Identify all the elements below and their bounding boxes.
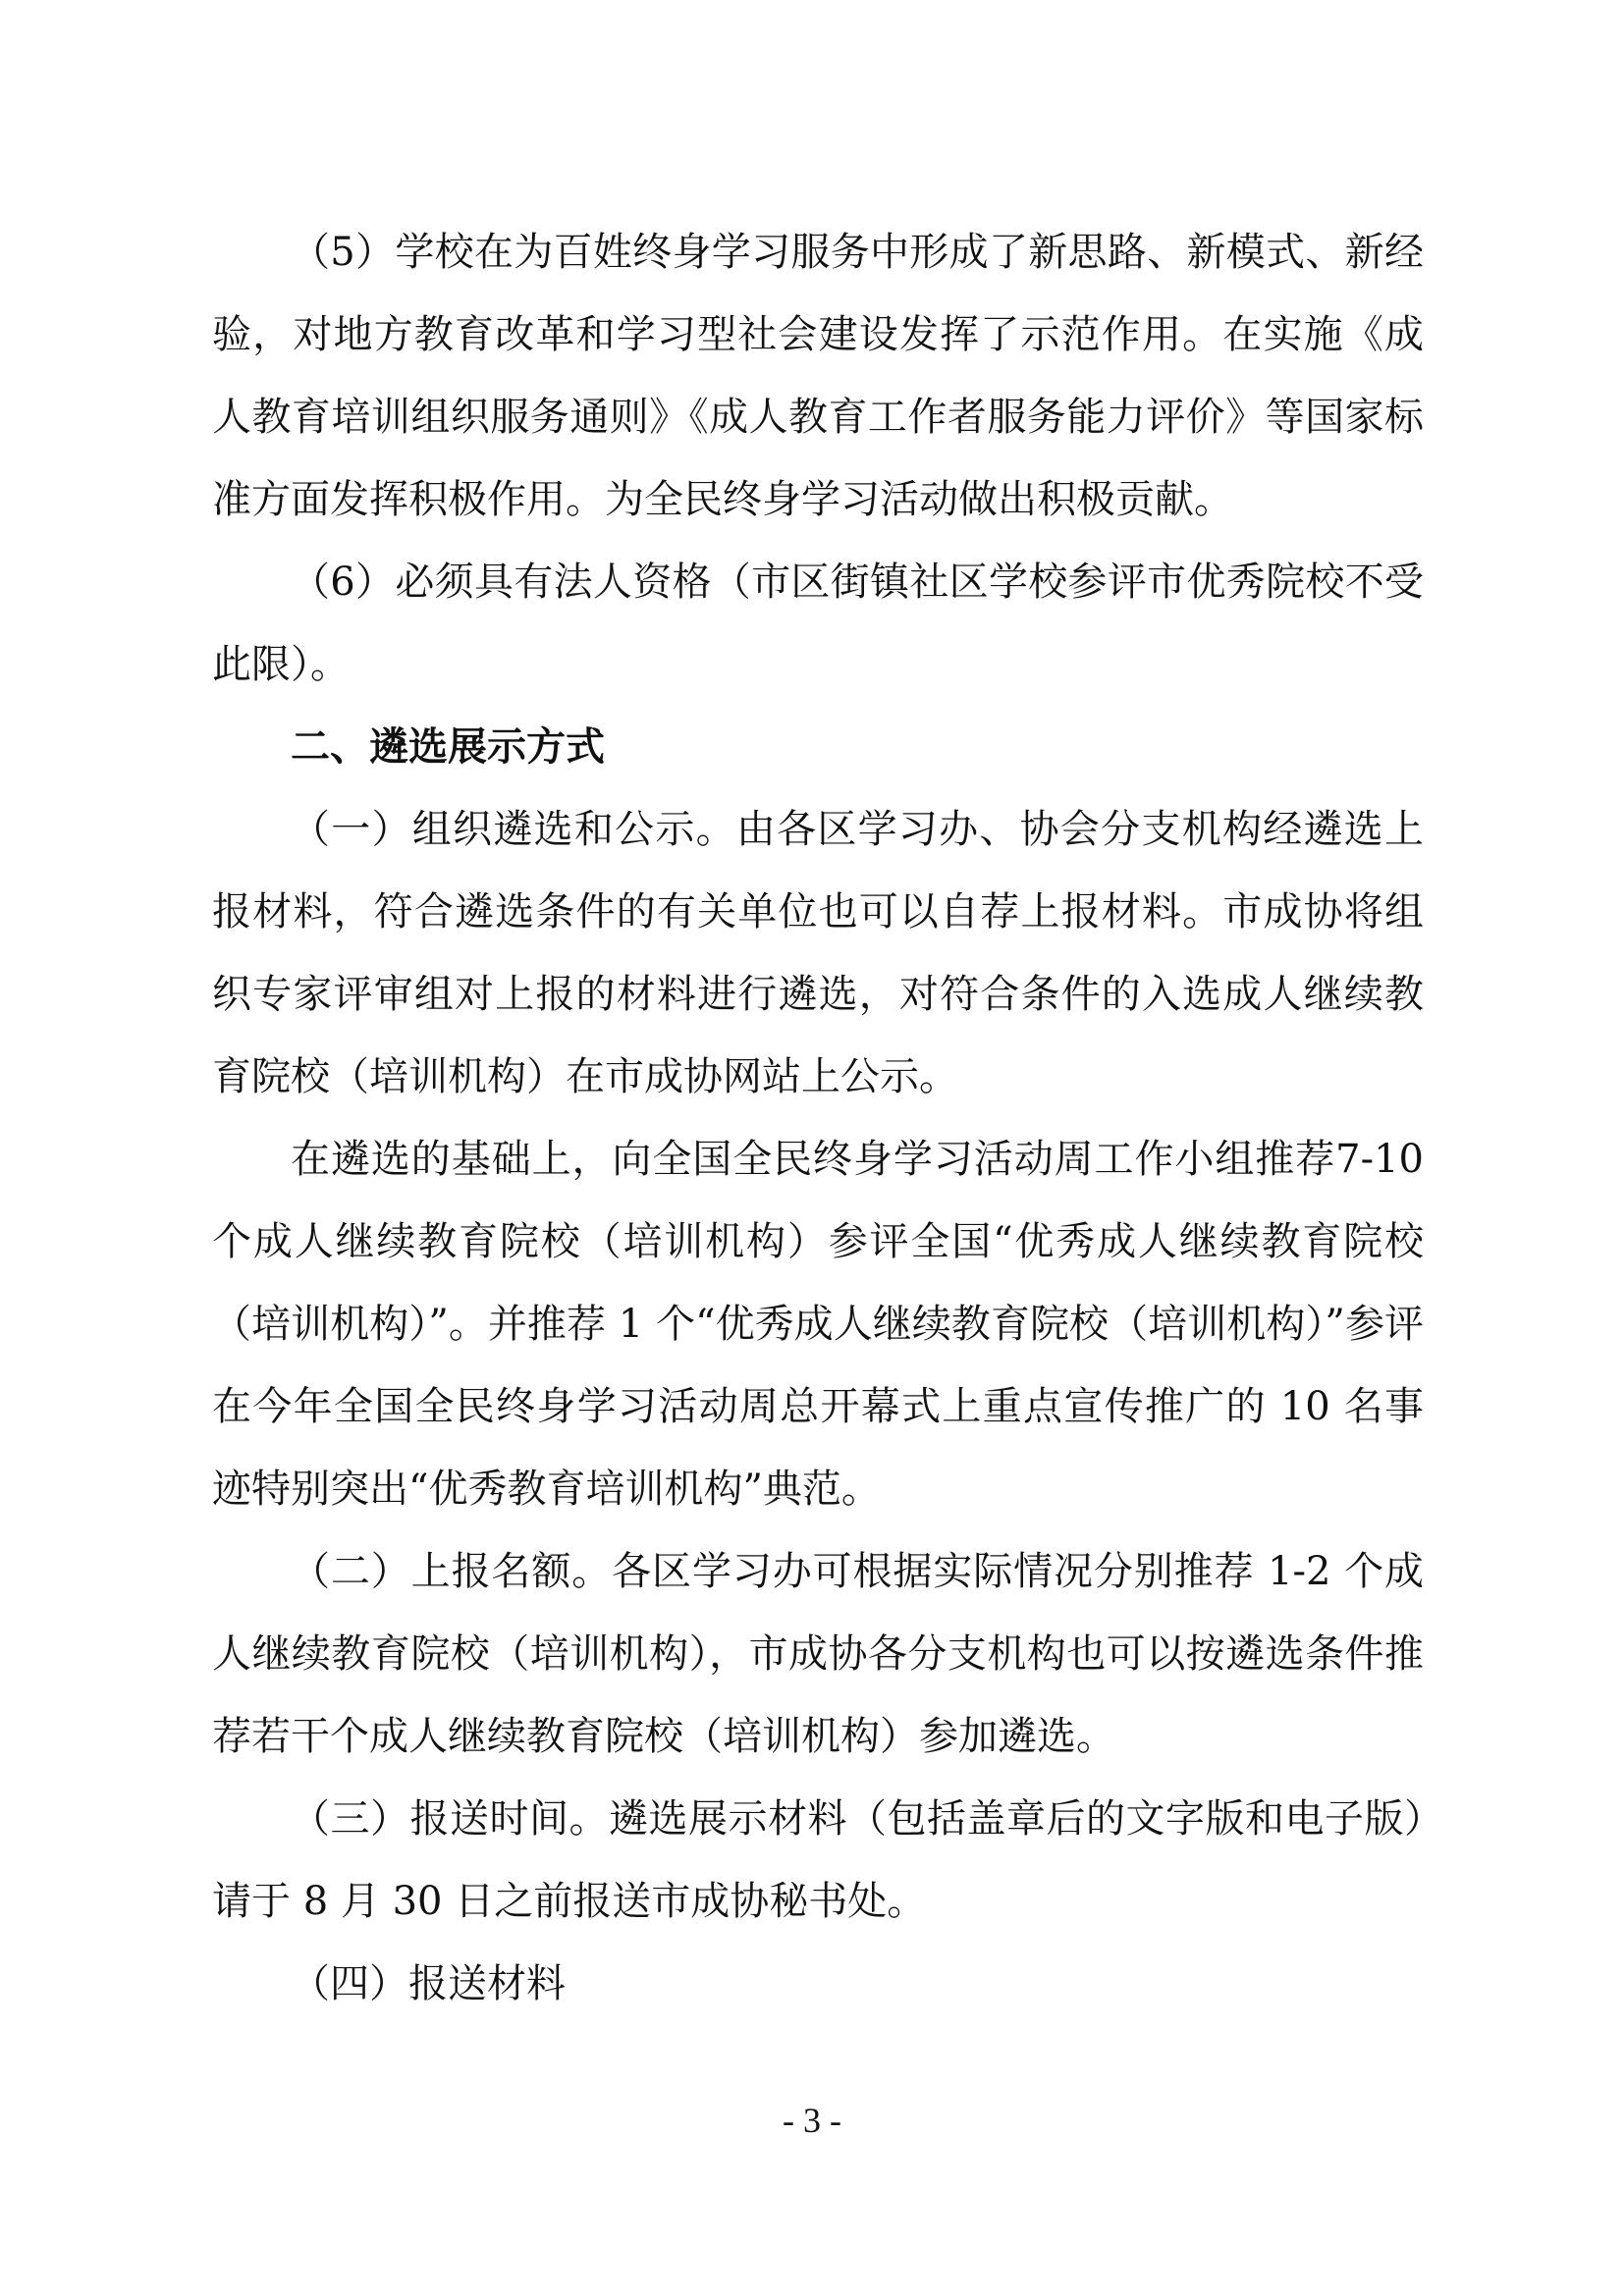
paragraph-national-recommendation: 在遴选的基础上，向全国全民终身学习活动周工作小组推荐7-10 个成人继续教育院校（培训机构）参评全国“优秀成人继续教育院校（培训机构）”。并推荐 1 个“优秀成人继续教育院校（培训机构）”参评在今年全国全民终身学习活动周总开幕式上重点宣传推广的 10 名事迹特别突出“优秀教育培训机构”典范。 (212, 1137, 1424, 1512)
paragraph-selection-publicity: （一）组织遴选和公示。由各区学习办、协会分支机构经遴选上报材料，符合遴选条件的有关单位也可以自荐上报材料。市成协将组织专家评审组对上报的材料进行遴选，对符合条件的入选成人继续教育院校（培训机构）在市成协网站上公示。 (212, 807, 1424, 1099)
section-heading: 二、遴选展示方式 (291, 724, 605, 770)
paragraph-deadline: （三）报送时间。遴选展示材料（包括盖章后的文字版和电子版）请于 8 月 30 日之前报送市成协秘书处。 (212, 1796, 1424, 1924)
paragraph-criterion-6: （6）必须具有法人资格（市区街镇社区学校参评市优秀院校不受此限）。 (212, 560, 1424, 687)
paragraph-criterion-5: （5）学校在为百姓终身学习服务中形成了新思路、新模式、新经验，对地方教育改革和学习型社会建设发挥了示范作用。在实施《成人教育培训组织服务通则》《成人教育工作者服务能力评价》等国家标准方面发挥积极作用。为全民终身学习活动做出积极贡献。 (212, 230, 1424, 522)
paragraph-quota: （二）上报名额。各区学习办可根据实际情况分别推荐 1-2 个成人继续教育院校（培训机构），市成协各分支机构也可以按遴选条件推荐若干个成人继续教育院校（培训机构）参加遴选。 (212, 1549, 1424, 1759)
page-number: - 3 - (783, 2101, 841, 2140)
paragraph-materials: （四）报送材料 (291, 1961, 566, 2006)
document-body (212, 211, 1424, 2025)
